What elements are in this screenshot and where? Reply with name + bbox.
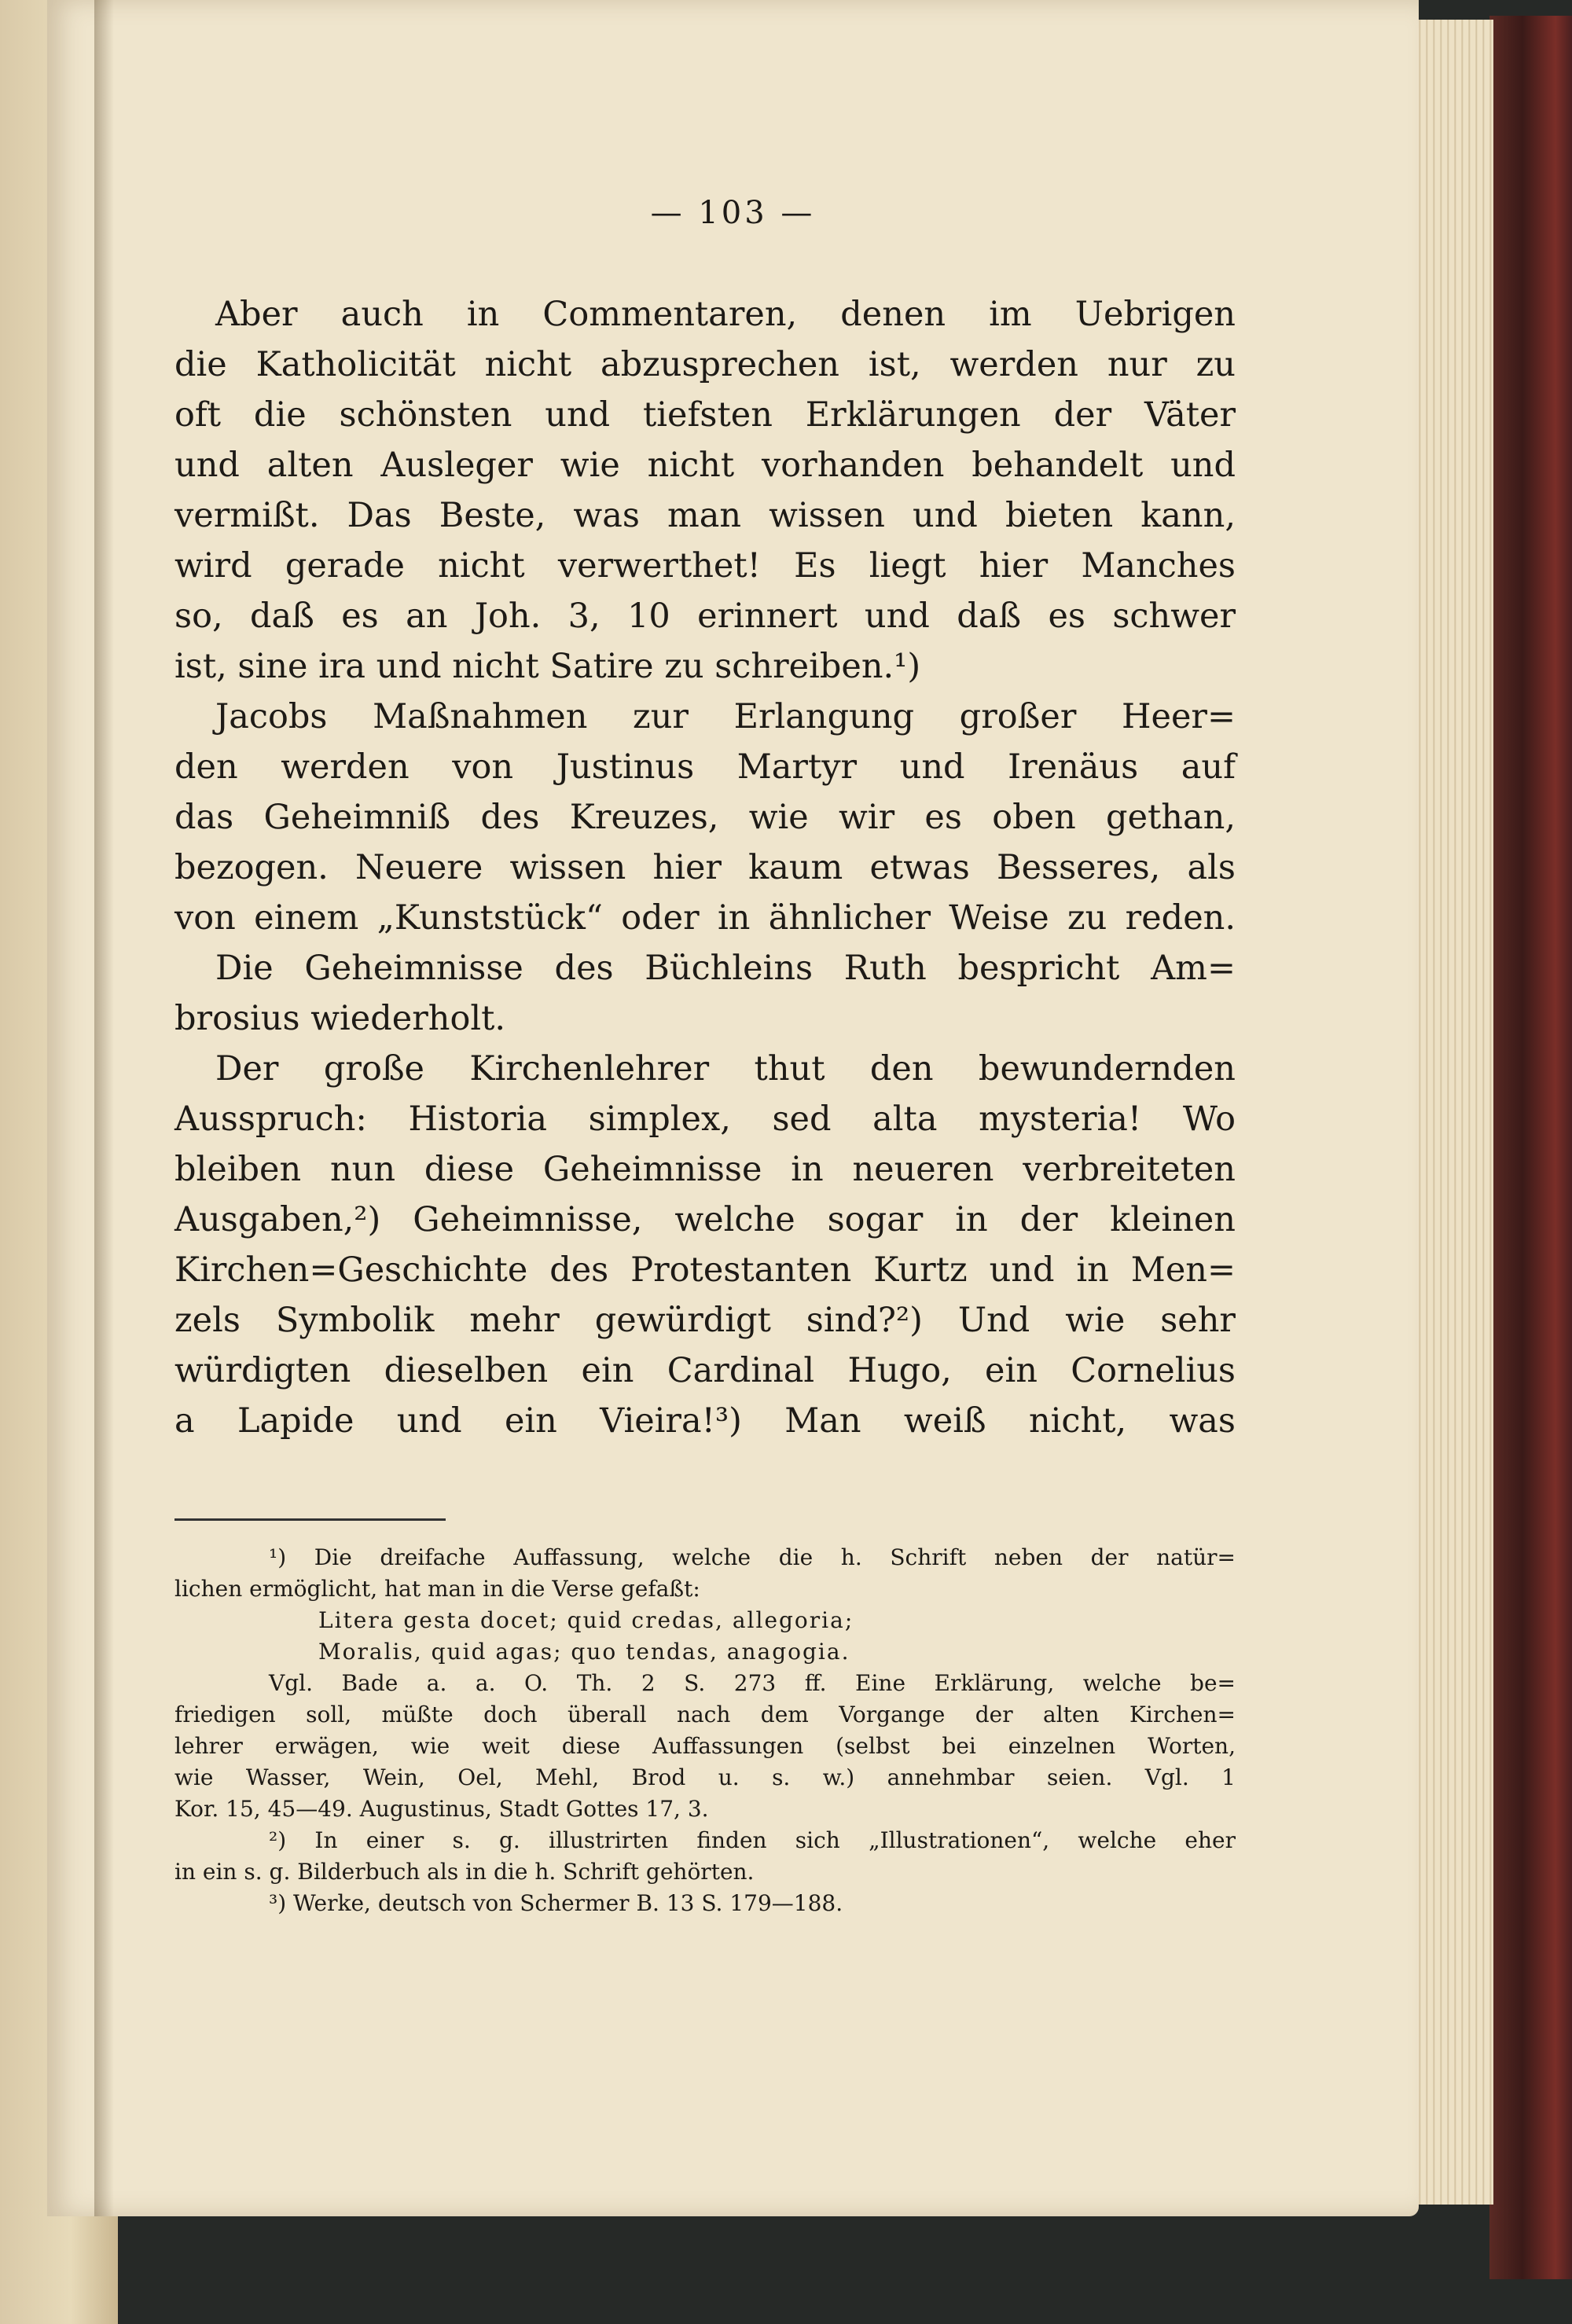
footnote-line: ³) Werke, deutsch von Schermer B. 13 S. 179—188. <box>269 1890 843 1916</box>
footnote-line: Vgl. Bade a. a. O. Th. 2 S. 273 ff. Eine Erklärung, welche be= <box>269 1670 1236 1696</box>
text-line: Kirchen=Geschichte des Protestanten Kurtz und in Men= <box>174 1250 1236 1290</box>
text-line: und alten Ausleger wie nicht vorhanden behandelt und <box>174 446 1236 485</box>
footnote-line: lichen ermöglicht, hat man in die Verse gefaßt: <box>174 1576 700 1602</box>
text-line: Ausspruch: Historia simplex, sed alta mysteria! Wo <box>174 1100 1236 1139</box>
text-line: vermißt. Das Beste, was man wissen und bieten kann, <box>174 496 1236 535</box>
text-line: a Lapide und ein Vieira!³) Man weiß nicht, was <box>174 1401 1236 1441</box>
book-page <box>47 0 1419 2216</box>
page-number: — 103 — <box>650 195 816 231</box>
text-line: Ausgaben,²) Geheimnisse, welche sogar in der kleinen <box>174 1200 1236 1239</box>
text-line: bleiben nun diese Geheimnisse in neueren verbreiteten <box>174 1150 1236 1189</box>
text-line: den werden von Justinus Martyr und Irenäus auf <box>174 747 1236 787</box>
footnote-line: friedigen soll, müßte doch überall nach dem Vorgange der alten Kirchen= <box>174 1702 1236 1727</box>
text-line: brosius wiederholt. <box>174 999 506 1038</box>
footnote-line: ¹) Die dreifache Auffassung, welche die h. Schrift neben der natür= <box>269 1544 1236 1570</box>
footnote-verse: Moralis, quid agas; quo tendas, anagogia. <box>318 1639 850 1665</box>
text-line: bezogen. Neuere wissen hier kaum etwas Besseres, als <box>174 848 1236 887</box>
footnote-line: Kor. 15, 45—49. Augustinus, Stadt Gottes 17, 3. <box>174 1796 709 1822</box>
text-line: das Geheimniß des Kreuzes, wie wir es oben gethan, <box>174 798 1236 837</box>
text-line: Der große Kirchenlehrer thut den bewundernden <box>215 1049 1236 1089</box>
text-line: zels Symbolik mehr gewürdigt sind?²) Und wie sehr <box>174 1301 1236 1340</box>
footnotes <box>174 1542 1236 1919</box>
text-line: die Katholicität nicht abzusprechen ist, werden nur zu <box>174 345 1236 384</box>
text-line: von einem „Kunststück“ oder in ähnlicher Weise zu reden. <box>174 898 1236 938</box>
footnote-line: lehrer erwägen, wie weit diese Auffassungen (selbst bei einzelnen Worten, <box>174 1733 1236 1759</box>
footnote-line: in ein s. g. Bilderbuch als in die h. Schrift gehörten. <box>174 1859 755 1885</box>
page-stack-edges <box>1407 20 1493 2205</box>
text-line: Jacobs Maßnahmen zur Erlangung großer Heer= <box>215 697 1236 736</box>
text-line: wird gerade nicht verwerthet! Es liegt hier Manches <box>174 546 1236 586</box>
text-line: Die Geheimnisse des Büchleins Ruth bespricht Am= <box>215 949 1236 988</box>
footnote-divider <box>174 1518 446 1521</box>
page-text <box>47 0 1419 2216</box>
book-cover-edge <box>1489 16 1572 2279</box>
text-line: oft die schönsten und tiefsten Erklärungen der Väter <box>174 395 1236 435</box>
text-line: ist, sine ira und nicht Satire zu schreiben.¹) <box>174 647 921 686</box>
footnote-line: ²) In einer s. g. illustrirten finden sich „Illustrationen“, welche eher <box>269 1827 1236 1853</box>
body-text <box>174 289 1236 1446</box>
text-line: Aber auch in Commentaren, denen im Uebrigen <box>215 295 1236 334</box>
footnote-line: wie Wasser, Wein, Oel, Mehl, Brod u. s. w.) annehmbar seien. Vgl. 1 <box>174 1764 1236 1790</box>
footnote-verse: Litera gesta docet; quid credas, allegoria; <box>318 1607 854 1633</box>
text-line: so, daß es an Joh. 3, 10 erinnert und daß es schwer <box>174 597 1236 636</box>
text-line: würdigten dieselben ein Cardinal Hugo, ein Cornelius <box>174 1351 1236 1390</box>
